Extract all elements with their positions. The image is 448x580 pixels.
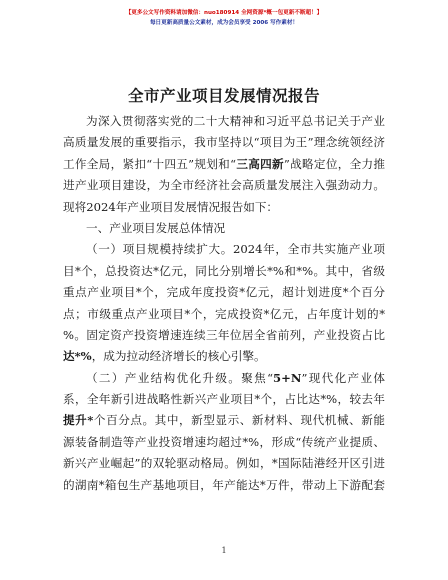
body-line xyxy=(63,389,385,410)
body-line xyxy=(63,368,385,389)
body-text: 高质量发展的重要指示，我市坚持以“项目为王”理念统领经济 xyxy=(63,135,385,150)
body-text: 重点产业项目*个，完成年度投资*亿元，超计划进度*个百分 xyxy=(63,285,385,300)
body-line xyxy=(63,475,385,496)
body-text: （二）产业结构优化升级。聚焦“ xyxy=(86,370,274,385)
body-line xyxy=(63,132,385,153)
bold-text: 达*% xyxy=(63,349,92,364)
body-text: 源装备制造等产业投资增速均超过*%，形成“传统产业提质、 xyxy=(63,434,385,449)
body-text: 的湖南*箱包生产基地项目，年产能达*万件，带动上下游配套 xyxy=(63,477,385,492)
bold-text: 提升* xyxy=(63,413,94,428)
body-text: ”战略定位，全力推 xyxy=(283,156,385,171)
body-line xyxy=(63,218,385,239)
document-body xyxy=(63,111,385,496)
body-line xyxy=(63,197,385,218)
body-text: 进产业项目建设，为全市经济社会高质量发展注入强劲动力。 xyxy=(63,178,385,193)
promo-banner xyxy=(0,8,448,28)
promo-banner-line-1: 【更多公文写作资料请加微信：nuo180914 全网资源*概一包更新不断超！】 xyxy=(125,10,323,16)
bold-text: 三高四新 xyxy=(236,156,284,171)
body-line xyxy=(63,453,385,474)
body-line xyxy=(63,111,385,132)
body-line xyxy=(63,239,385,260)
body-line xyxy=(63,346,385,367)
document-title: 全市产业项目发展情况报告 xyxy=(127,87,320,105)
body-text: ，成为拉动经济增长的核心引擎。 xyxy=(91,349,266,364)
body-text: ”现代化产业体 xyxy=(301,370,385,385)
body-text: （一）项目规模持续扩大。2024年，全市共实施产业项 xyxy=(86,242,385,257)
body-line xyxy=(63,175,385,196)
page-number: 1 xyxy=(221,546,227,555)
body-line xyxy=(63,325,385,346)
body-line xyxy=(63,304,385,325)
body-text: 点；市级重点产业项目*个，完成投资*亿元，占年度计划的* xyxy=(63,306,385,321)
body-line xyxy=(63,154,385,175)
body-text: %。固定资产投资增速连续三年位居全省前列，产业投资占比 xyxy=(63,327,385,342)
body-text: 系，全年新引进战略性新兴产业项目*个，占比达*%，较去年 xyxy=(63,392,385,407)
body-text: 目*个，总投资达*亿元，同比分别增长*%和*%。其中，省级 xyxy=(63,263,385,278)
bold-text: 5+N xyxy=(273,370,302,385)
body-text: 个百分点。其中，新型显示、新材料、现代机械、新能 xyxy=(93,413,385,428)
body-text: 一、产业项目发展总体情况 xyxy=(86,220,226,235)
body-line xyxy=(63,432,385,453)
promo-banner-line-2: 每日更新高质量公文素材，成为会员享受 2006 写作素材！ xyxy=(149,20,299,26)
body-line xyxy=(63,410,385,431)
body-line xyxy=(63,261,385,282)
body-line xyxy=(63,282,385,303)
body-text: 现将2024年产业项目发展情况报告如下： xyxy=(63,199,279,214)
body-text: 工作全局，紧扣“十四五”规划和“ xyxy=(63,156,237,171)
body-text: 为深入贯彻落实党的二十大精神和习近平总书记关于产业 xyxy=(86,114,385,128)
body-text: 新兴产业崛起”的双轮驱动格局。例如，*国际陆港经开区引进 xyxy=(63,456,385,471)
